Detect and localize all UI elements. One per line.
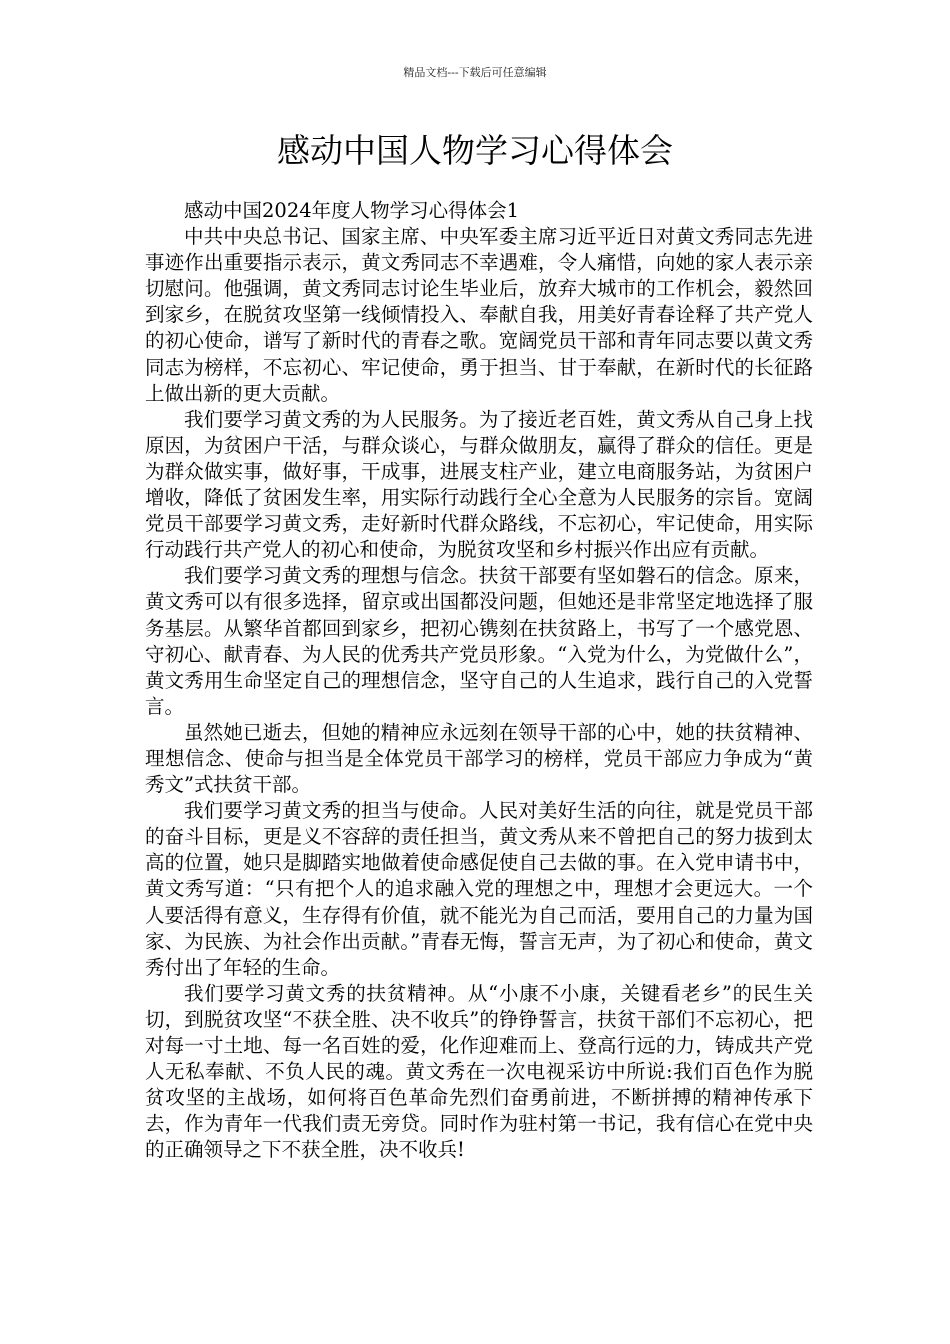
header-note: 精品文档---下载后可任意编辑	[403, 66, 547, 79]
paragraph-1: 中共中央总书记、国家主席、中央军委主席习近平近日对黄文秀同志先进事迹作出重要指示表示，黄文秀同志不幸遇难，令人痛惜，向她的家人表示亲切慰问。他强调，黄文秀同志讨论生毕业后，放弃大城市的工作机会，毅然回到家乡，在脱贫攻坚第一线倾情投入、奉献自我，用美好青春诠释了共产党人的初心使命，谱写了新时代的青春之歌。宽阔党员干部和青年同志要以黄文秀同志为榜样，不忘初心、牢记使命，勇于担当、甘于奉献，在新时代的长征路上做出新的更大贡献。	[145, 225, 813, 405]
paragraph-5: 我们要学习黄文秀的担当与使命。人民对美好生活的向往，就是党员干部的奋斗目标，更是义不容辞的责任担当，黄文秀从来不曾把自己的努力拔到太高的位置，她只是脚踏实地做着使命感促使自己去做的事。在入党申请书中，黄文秀写道：“只有把个人的追求融入党的理想之中，理想才会更远大。一个人要活得有意义，生存得有价值，就不能光为自己而活，要用自己的力量为国家、为民族、为社会作出贡献。”青春无悔，誓言无声，为了初心和使命，黄文秀付出了年轻的生命。	[145, 799, 813, 979]
paragraph-subtitle: 感动中国2024年度人物学习心得体会1	[184, 199, 520, 222]
paragraph-4: 虽然她已逝去，但她的精神应永远刻在领导干部的心中，她的扶贫精神、理想信念、使命与担当是全体党员干部学习的榜样，党员干部应力争成为“黄秀文”式扶贫干部。	[145, 720, 813, 797]
document-body	[145, 198, 813, 1163]
paragraph-2: 我们要学习黄文秀的为人民服务。为了接近老百姓，黄文秀从自己身上找原因，为贫困户干活，与群众谈心，与群众做朋友，赢得了群众的信任。更是为群众做实事，做好事，干成事，进展支柱产业，建立电商服务站，为贫困户增收，降低了贫困发生率，用实际行动践行全心全意为人民服务的宗旨。宽阔党员干部要学习黄文秀，走好新时代群众路线，不忘初心，牢记使命，用实际行动践行共产党人的初心和使命，为脱贫攻坚和乡村振兴作出应有贡献。	[145, 407, 813, 562]
page-title: 感动中国人物学习心得体会	[277, 131, 673, 170]
paragraph-3: 我们要学习黄文秀的理想与信念。扶贫干部要有坚如磐石的信念。原来，黄文秀可以有很多选择，留京或出国都没问题，但她还是非常坚定地选择了服务基层。从繁华首都回到家乡，把初心镌刻在扶贫路上，书写了一个感党恩、守初心、献青春、为人民的优秀共产党员形象。“入党为什么，为党做什么”，黄文秀用生命坚定自己的理想信念，坚守自己的人生追求，践行自己的入党誓言。	[145, 564, 813, 718]
paragraph-6: 我们要学习黄文秀的扶贫精神。从“小康不小康，关键看老乡”的民生关切，到脱贫攻坚“不获全胜、决不收兵”的铮铮誓言，扶贫干部们不忘初心，把对每一寸土地、每一名百姓的爱，化作迎难而上、登高行远的力，铸成共产党人无私奉献、不负人民的魂。黄文秀在一次电视采访中所说:我们百色作为脱贫攻坚的主战场，如何将百色革命先烈们奋勇前进，不断拼搏的精神传承下去，作为青年一代我们责无旁贷。同时作为驻村第一书记，我有信心在党中央的正确领导之下不获全胜，决不收兵!	[145, 981, 813, 1162]
